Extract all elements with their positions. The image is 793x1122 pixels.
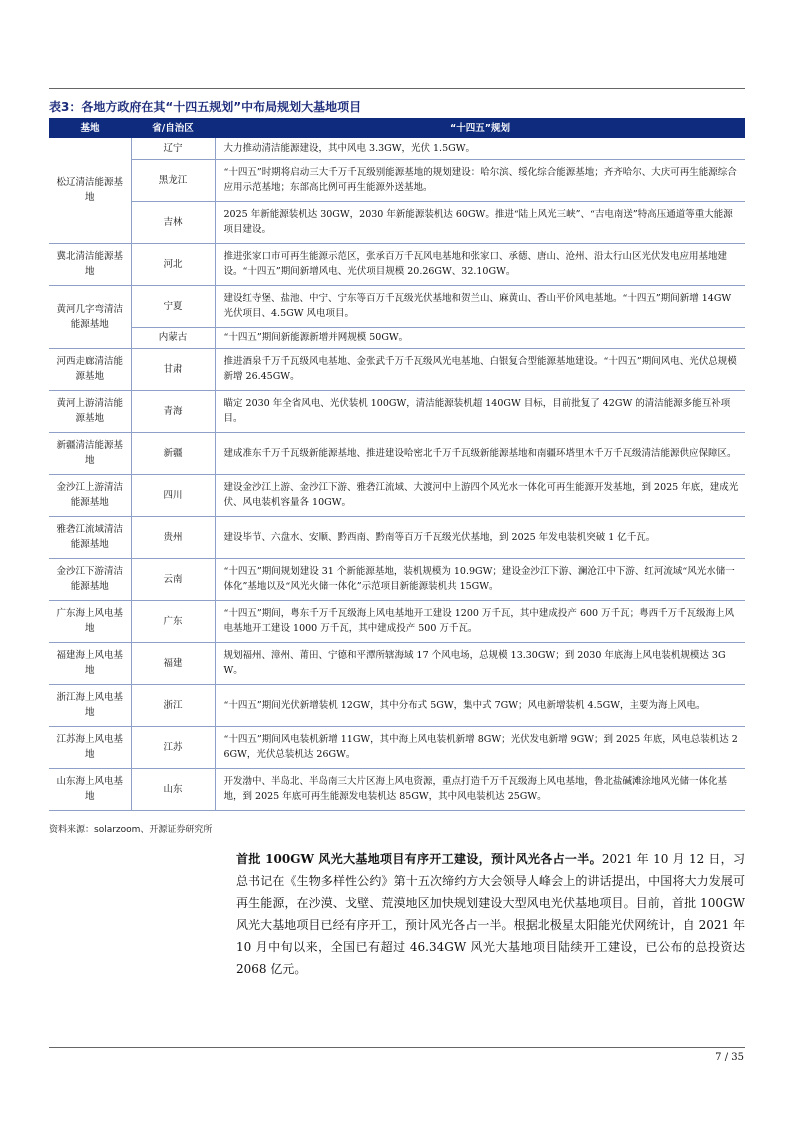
province-name: 四川 xyxy=(131,474,215,516)
header-base: 基地 xyxy=(49,118,131,138)
base-plan-table xyxy=(49,118,745,811)
plan-text: 规划福州、漳州、莆田、宁德和平潭所辖海域 17 个风电场，总规模 13.30GW；到 2030 年底海上风电装机规模达 3GW。 xyxy=(215,642,745,684)
plan-text: 推进张家口市可再生能源示范区，张承百万千瓦风电基地和张家口、承德、唐山、沧州、沿太行山区光伏发电应用基地建设。“十四五”期间新增风电、光伏项目规模 20.26GW、32.10GW。 xyxy=(215,243,745,285)
province-name: 江苏 xyxy=(131,726,215,768)
province-name: 内蒙古 xyxy=(131,327,215,348)
province-name: 云南 xyxy=(131,558,215,600)
base-name: 黄河上游清洁能源基地 xyxy=(49,390,131,432)
province-name: 吉林 xyxy=(131,201,215,243)
bottom-rule xyxy=(49,1047,745,1048)
plan-text: “十四五”时期将启动三大千万千瓦级别能源基地的规划建设：哈尔滨、绥化综合能源基地；齐齐哈尔、大庆可再生能源综合应用示范基地；东部高比例可再生能源外送基地。 xyxy=(215,159,745,201)
table-row xyxy=(49,768,745,810)
table-row xyxy=(49,516,745,558)
table-row xyxy=(49,474,745,516)
province-name: 河北 xyxy=(131,243,215,285)
paragraph-lead: 首批 100GW 风光大基地项目有序开工建设，预计风光各占一半。 xyxy=(236,852,602,866)
page-number: 7 / 35 xyxy=(715,1052,744,1063)
base-name: 黄河几字弯清洁能源基地 xyxy=(49,285,131,348)
table-row xyxy=(49,600,745,642)
province-name: 福建 xyxy=(131,642,215,684)
plan-text: 大力推动清洁能源建设，其中风电 3.3GW，光伏 1.5GW。 xyxy=(215,138,745,159)
table-row xyxy=(49,138,745,159)
table-row xyxy=(49,243,745,285)
plan-text: 建设毕节、六盘水、安顺、黔西南、黔南等百万千瓦级光伏基地，到 2025 年发电装机突破 1 亿千瓦。 xyxy=(215,516,745,558)
province-name: 宁夏 xyxy=(131,285,215,327)
table-row xyxy=(49,432,745,474)
plan-text: “十四五”期间新能源新增并网规模 50GW。 xyxy=(215,327,745,348)
table-row xyxy=(49,642,745,684)
source-note: 资料来源：solarzoom、开源证券研究所 xyxy=(49,825,213,835)
base-name: 冀北清洁能源基地 xyxy=(49,243,131,285)
plan-text: 推进酒泉千万千瓦级风电基地、金张武千万千瓦级风光电基地、白银复合型能源基地建设。“十四五”期间风电、光伏总规模新增 26.45GW。 xyxy=(215,348,745,390)
table-row xyxy=(49,159,745,201)
table-header-row xyxy=(49,118,745,138)
base-name: 山东海上风电基地 xyxy=(49,768,131,810)
paragraph-body: 2021 年 10 月 12 日，习总书记在《生物多样性公约》第十五次缔约方大会领导人峰会上的讲话提出，中国将大力发展可再生能源，在沙漠、戈壁、荒漠地区加快规划建设大型风电光伏基地项目。目前，首批 100GW 风光大基地项目已经有序开工，预计风光各占一半。根据北极星太阳能光伏网统计，自 2021 年 10 月中旬以来，全国已有超过 46.34GW 风光大基地项目陆续开工建设，已公布的总投资达 2068 亿元。 xyxy=(236,852,745,976)
base-name: 广东海上风电基地 xyxy=(49,600,131,642)
base-name: 新疆清洁能源基地 xyxy=(49,432,131,474)
plan-text: “十四五”期间，粤东千万千瓦级海上风电基地开工建设 1200 万千瓦，其中建成投产 600 万千瓦；粤西千万千瓦级海上风电基地开工建设 1000 万千瓦，其中建成投产 500 万千瓦。 xyxy=(215,600,745,642)
table-title: 表3：各地方政府在其“十四五规划”中布局规划大基地项目 xyxy=(49,100,362,114)
province-name: 甘肃 xyxy=(131,348,215,390)
province-name: 贵州 xyxy=(131,516,215,558)
province-name: 浙江 xyxy=(131,684,215,726)
body-paragraph xyxy=(236,848,745,980)
base-name: 福建海上风电基地 xyxy=(49,642,131,684)
header-province: 省/自治区 xyxy=(131,118,215,138)
table-row xyxy=(49,327,745,348)
province-name: 山东 xyxy=(131,768,215,810)
province-name: 广东 xyxy=(131,600,215,642)
province-name: 黑龙江 xyxy=(131,159,215,201)
table-row xyxy=(49,390,745,432)
table-row xyxy=(49,285,745,327)
plan-text: 建设金沙江上游、金沙江下游、雅砻江流域、大渡河中上游四个风光水一体化可再生能源开发基地，到 2025 年底，建成光伏、风电装机容量各 10GW。 xyxy=(215,474,745,516)
top-rule xyxy=(49,88,745,89)
table-row xyxy=(49,348,745,390)
base-name: 浙江海上风电基地 xyxy=(49,684,131,726)
table-row xyxy=(49,558,745,600)
plan-text: 建设红寺堡、盐池、中宁、宁东等百万千瓦级光伏基地和贺兰山、麻黄山、香山平价风电基地。“十四五”期间新增 14GW 光伏项目、4.5GW 风电项目。 xyxy=(215,285,745,327)
table-row xyxy=(49,201,745,243)
base-name: 河西走廊清洁能源基地 xyxy=(49,348,131,390)
header-plan: “十四五”规划 xyxy=(215,118,745,138)
table-row xyxy=(49,726,745,768)
base-name: 江苏海上风电基地 xyxy=(49,726,131,768)
plan-text: 开发渤中、半岛北、半岛南三大片区海上风电资源，重点打造千万千瓦级海上风电基地，鲁北盐碱滩涂地风光储一体化基地，到 2025 年底可再生能源发电装机达 85GW，其中风电装机达 25GW。 xyxy=(215,768,745,810)
plan-text: 瞄定 2030 年全省风电、光伏装机 100GW，清洁能源装机超 140GW 目标，目前批复了 42GW 的清洁能源多能互补项目。 xyxy=(215,390,745,432)
province-name: 青海 xyxy=(131,390,215,432)
plan-text: “十四五”期间光伏新增装机 12GW，其中分布式 5GW，集中式 7GW；风电新增装机 4.5GW，主要为海上风电。 xyxy=(215,684,745,726)
base-name: 金沙江下游清洁能源基地 xyxy=(49,558,131,600)
plan-text: 建成准东千万千瓦级新能源基地、推进建设哈密北千万千瓦级新能源基地和南疆环塔里木千万千瓦级清洁能源供应保障区。 xyxy=(215,432,745,474)
plan-text: “十四五”期间风电装机新增 11GW，其中海上风电装机新增 8GW；光伏发电新增 9GW；到 2025 年底，风电总装机达 26GW，光伏总装机达 26GW。 xyxy=(215,726,745,768)
plan-text: 2025 年新能源装机达 30GW，2030 年新能源装机达 60GW。推进“陆上风光三峡”、“吉电南送”特高压通道等重大能源项目建设。 xyxy=(215,201,745,243)
table-row xyxy=(49,684,745,726)
province-name: 新疆 xyxy=(131,432,215,474)
plan-text: “十四五”期间规划建设 31 个新能源基地，装机规模为 10.9GW；建设金沙江下游、澜沧江中下游、红河流域“风光水储一体化”基地以及“风光火储一体化”示范项目新能源装机共 15GW。 xyxy=(215,558,745,600)
base-name: 金沙江上游清洁能源基地 xyxy=(49,474,131,516)
province-name: 辽宁 xyxy=(131,138,215,159)
base-name: 松辽清洁能源基地 xyxy=(49,138,131,243)
base-name: 雅砻江流域清洁能源基地 xyxy=(49,516,131,558)
